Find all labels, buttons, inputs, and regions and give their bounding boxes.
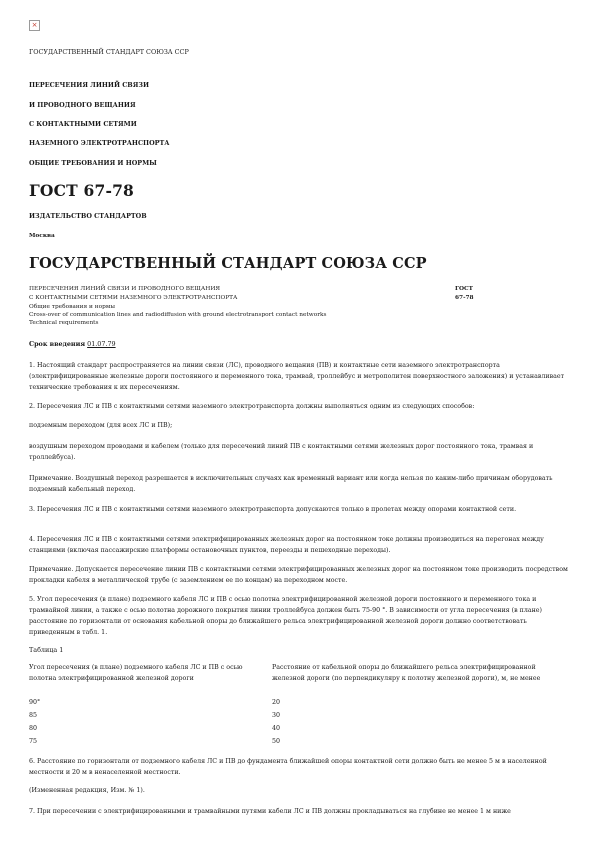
- title-block-line-4: Cross-over of communication lines and radiodiffusion with ground electrotransport contact networks: [29, 312, 327, 318]
- paragraph-2b: воздушным переходом проводами и кабелем (только для пересечений линий ПВ с контактными сетями железных дорог постоянного тока, трамвая и троллейбуса).: [29, 443, 534, 461]
- cover-title-line-4: НАЗЕМНОГО ЭЛЕКТРОТРАНСПОРТА: [29, 139, 170, 147]
- gost-number: ГОСТ 67-78: [29, 181, 135, 200]
- table-header-distance: Расстояние от кабельной опоры до ближайшего рельса электрифицированной железной дороги (по перпендикуляру к полотну железной дороги), м, не менее: [272, 664, 541, 682]
- paragraph-1: 1. Настоящий стандарт распространяется на линии связи (ЛС), проводного вещания (ПВ) и контактные сети наземного электротранспорта (электрифицированные железные дороги постоянного и переменного тока, трамвай, троллейбус и метрополитен поверхностного заложения) и устанавливает технические требования к их пересечениям.: [29, 362, 565, 391]
- effective-date-label: Срок введения: [29, 340, 86, 348]
- paragraph-2: 2. Пересечения ЛС и ПВ с контактными сетями наземного электротранспорта должны выполняться одним из следующих способов:: [29, 403, 475, 410]
- table-cell-distance: 20: [272, 699, 281, 706]
- table-cell-angle: 75: [29, 738, 38, 745]
- cover-title-line-5: ОБЩИЕ ТРЕБОВАНИЯ И НОРМЫ: [29, 159, 157, 167]
- title-block-line-5: Technical requirements: [29, 320, 99, 326]
- table-header-angle: Угол пересечения (в плане) подземного кабеля ЛС и ПВ с осью полотна электрифицированной железной дороги: [29, 664, 243, 682]
- paragraph-2a: подземным переходом (для всех ЛС и ПВ);: [29, 422, 173, 429]
- effective-date-link[interactable]: 01.07.79: [87, 340, 116, 348]
- paragraph-7: 7. При пересечении с электрифицированными и трамвайными путями кабели ЛС и ПВ должны прокладываться на глубине не менее 1 м ниже: [29, 808, 511, 815]
- publisher: ИЗДАТЕЛЬСТВО СТАНДАРТОВ: [29, 212, 147, 220]
- standard-heading: ГОСУДАРСТВЕННЫЙ СТАНДАРТ СОЮЗА ССР: [29, 255, 427, 272]
- title-block-line-2: С КОНТАКТНЫМИ СЕТЯМИ НАЗЕМНОГО ЭЛЕКТРОТРАНСПОРТА: [29, 295, 238, 301]
- table-cell-distance: 30: [272, 712, 281, 719]
- header-organization: ГОСУДАРСТВЕННЫЙ СТАНДАРТ СОЮЗА ССР: [29, 48, 189, 56]
- cover-title-line-1: ПЕРЕСЕЧЕНИЯ ЛИНИЙ СВЯЗИ: [29, 81, 149, 89]
- paragraph-2-note: Примечание. Воздушный переход разрешается в исключительных случаях как временный вариант или когда нельзя по каким-либо причинам оборудовать подземный кабельный переход.: [29, 475, 553, 493]
- table-cell-angle: 90°: [29, 699, 41, 706]
- city: Москва: [29, 233, 55, 239]
- title-block-line-1: ПЕРЕСЕЧЕНИЯ ЛИНИЙ СВЯЗИ И ПРОВОДНОГО ВЕЩАНИЯ: [29, 286, 221, 292]
- table-cell-angle: 80: [29, 725, 38, 732]
- cover-title-line-3: С КОНТАКТНЫМИ СЕТЯМИ: [29, 120, 137, 128]
- table-cell-angle: 85: [29, 712, 38, 719]
- table-cell-distance: 50: [272, 738, 281, 745]
- title-block-code-2: 67-78: [455, 295, 474, 301]
- paragraph-6: 6. Расстояние по горизонтали от подземного кабеля ЛС и ПВ до фундамента ближайшей опоры контактной сети должно быть не менее 5 м в населенной местности и 20 м в ненаселенной местности.: [29, 758, 547, 776]
- cover-title-line-2: И ПРОВОДНОГО ВЕЩАНИЯ: [29, 101, 136, 109]
- table-label: Таблица 1: [29, 646, 64, 654]
- broken-image-icon: ×: [29, 20, 40, 31]
- paragraph-6-amendment: (Измененная редакция, Изм. № 1).: [29, 787, 145, 794]
- paragraph-4: 4. Пересечения ЛС и ПВ с контактными сетями электрифицированных железных дорог на постоянном токе должны производиться на перегонах между станциями (включая пассажирские платформы остановочных пунктов, переезды и пешеходные переходы).: [29, 536, 544, 554]
- effective-date-line: [29, 340, 116, 348]
- paragraph-4-note: Примечание. Допускается пересечение линии ПВ с контактными сетями электрифицированных железных дорог на постоянном токе производить посредством прокладки кабеля в металлической трубе (с заземлением ее по концам) на переходном мосте.: [29, 566, 568, 584]
- title-block-line-3: Общие требования и нормы: [29, 304, 115, 310]
- title-block-code-1: ГОСТ: [455, 286, 473, 292]
- table-cell-distance: 40: [272, 725, 281, 732]
- paragraph-5: 5. Угол пересечения (в плане) подземного кабеля ЛС и ПВ с осью полотна электрифицированной железной дороги постоянного и переменного тока и трамвайной линии, а также с осью полотна дорожного покрытия линии троллейбуса должен быть 75-90 °. В зависимости от угла пересечения (в плане) расстояние по горизонтали от основания кабельной опоры до ближайшего рельса электрифицированной железной дороги должно соответствовать приведенным в табл. 1.: [29, 596, 542, 636]
- paragraph-3: 3. Пересечения ЛС и ПВ с контактными сетями наземного электротранспорта допускаются только в пролетах между опорами контактной сети.: [29, 506, 517, 513]
